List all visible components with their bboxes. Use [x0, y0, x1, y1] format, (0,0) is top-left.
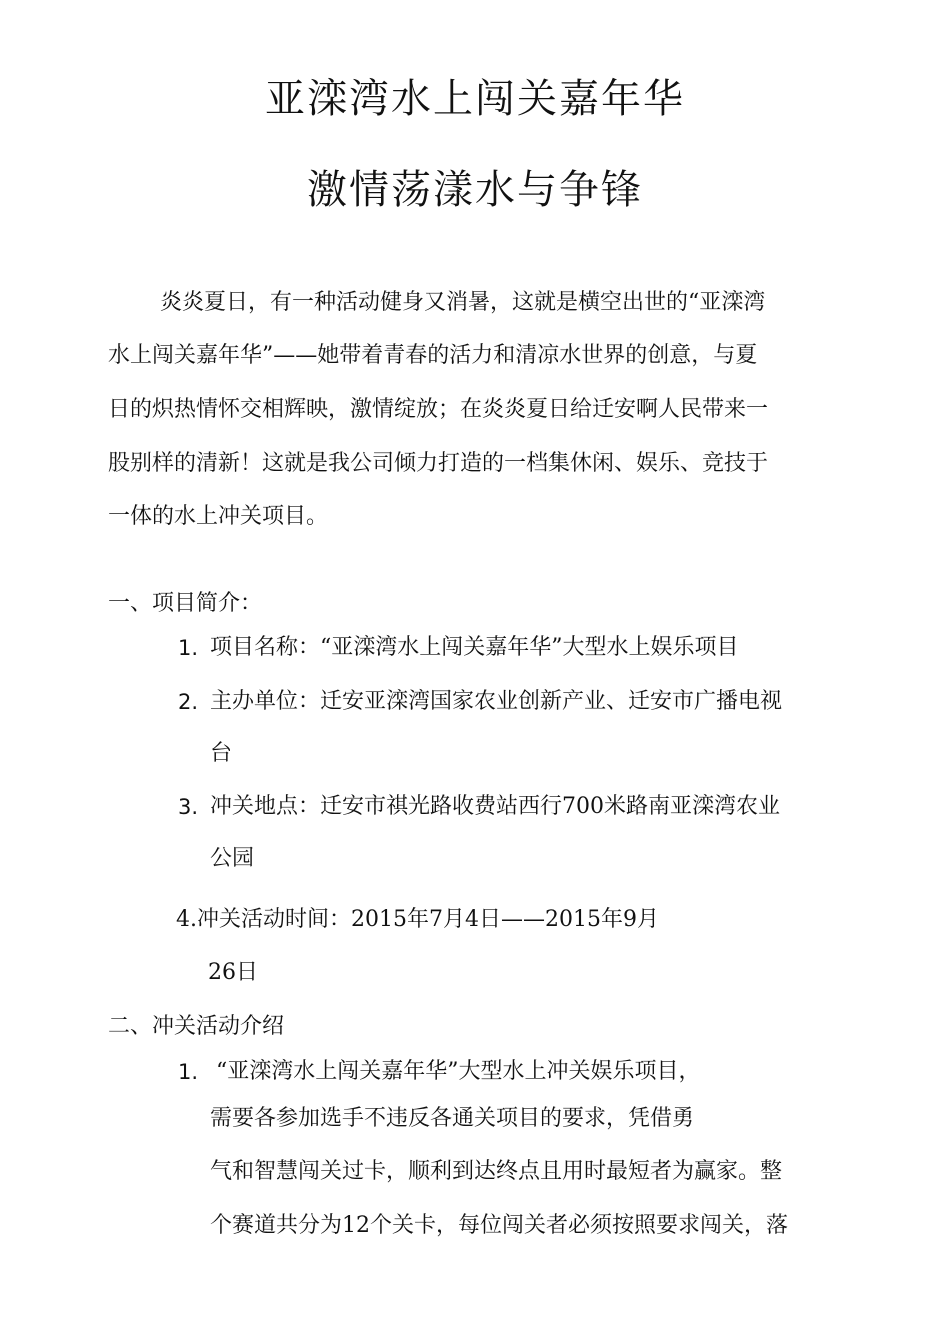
list-item-number: 3. — [178, 795, 199, 819]
list-item-text: 26日 — [208, 960, 258, 985]
list-item-text: 主办单位：迁安亚滦湾国家农业创新产业、迁安市广播电视 — [210, 689, 783, 714]
list-item-number: 1. — [178, 636, 199, 660]
list-item-text: 气和智慧闯关过卡，顺利到达终点且用时最短者为赢家。整 — [210, 1159, 783, 1184]
intro-line: 炎炎夏日，有一种活动健身又消暑，这就是横空出世的“亚滦湾 — [160, 290, 766, 315]
list-item-text: 项目名称：“亚滦湾水上闯关嘉年华”大型水上娱乐项目 — [210, 635, 739, 660]
intro-line: 水上闯关嘉年华”——她带着青春的活力和清凉水世界的创意，与夏 — [108, 343, 758, 368]
section-heading: 一、项目简介： — [108, 591, 263, 616]
document-title: 亚滦湾水上闯关嘉年华 — [265, 76, 685, 122]
list-item-text: 个赛道共分为12个关卡，每位闯关者必须按照要求闯关，落 — [210, 1213, 788, 1238]
list-item-number: 2. — [178, 690, 199, 714]
section-heading: 二、冲关活动介绍 — [108, 1014, 285, 1039]
list-item-text: “亚滦湾水上闯关嘉年华”大型水上冲关娱乐项目， — [216, 1059, 701, 1084]
list-item-text: 需要各参加选手不违反各通关项目的要求，凭借勇 — [210, 1106, 695, 1131]
intro-line: 一体的水上冲关项目。 — [108, 504, 329, 529]
list-item-text: 台 — [210, 741, 233, 766]
list-item-text: 公园 — [210, 846, 255, 871]
list-item-text: 冲关地点：迁安市祺光路收费站西行700米路南亚滦湾农业 — [210, 794, 780, 819]
list-item-text: 4.冲关活动时间：2015年7月4日——2015年9月 — [176, 907, 659, 932]
list-item-number: 1. — [178, 1060, 199, 1084]
document-subtitle: 激情荡漾水与争锋 — [307, 167, 643, 213]
intro-line: 股别样的清新！这就是我公司倾力打造的一档集休闲、娱乐、竞技于 — [108, 451, 769, 476]
intro-line: 日的炽热情怀交相辉映，激情绽放；在炎炎夏日给迁安啊人民带来一 — [108, 397, 769, 422]
